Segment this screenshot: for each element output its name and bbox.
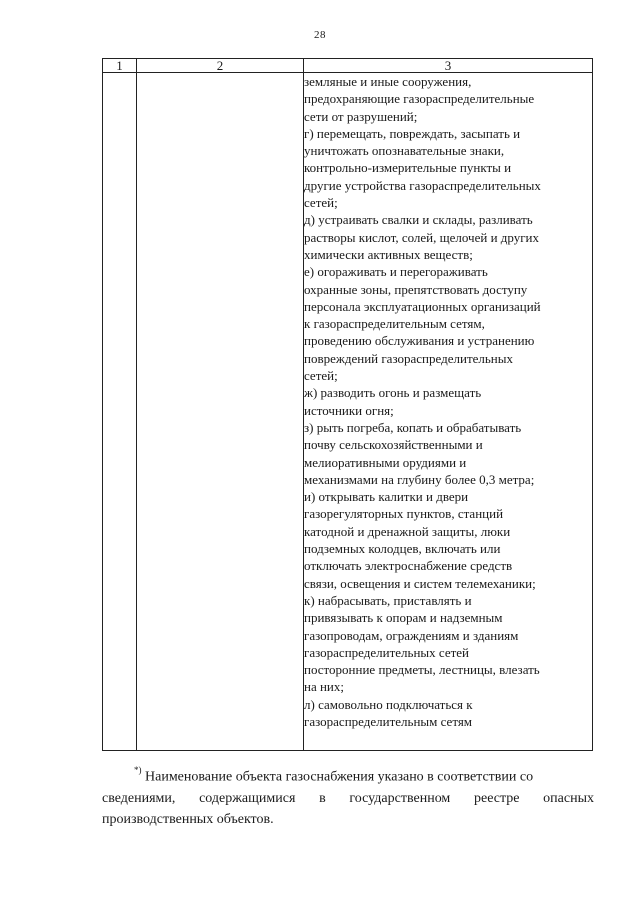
table-row [103,73,593,751]
text-line: связи, освещения и систем телемеханики; [304,575,536,591]
text-line: газораспределительных сетей [304,644,470,660]
text-line: механизмами на глубину более 0,3 метра; [304,471,535,487]
table-header-col-2: 2 [137,59,304,73]
table-header-col-1: 1 [103,59,137,73]
text-line: персонала эксплуатационных организаций [304,298,541,314]
text-line: повреждений газораспределительных [304,350,513,366]
text-line: посторонние предметы, лестницы, влезать [304,662,540,678]
text-line: е) огораживать и перегораживать [304,264,488,280]
text-line: земляные и иные сооружения, [304,74,472,89]
table-header-row [103,59,593,73]
text-line: газорегуляторных пунктов, станций [304,506,504,522]
text-line: подземных колодцев, включать или [304,541,501,557]
text-line: ж) разводить огонь и размещать [304,385,482,401]
text-line: газопроводам, ограждениям и зданиям [304,627,519,643]
text-line: г) перемещать, повреждать, засыпать и [304,125,521,141]
footnote-line-1 [102,762,594,788]
text-line: почву сельскохозяйственными и [304,437,483,453]
document-table [102,58,593,751]
table-cell-col-2 [137,73,304,751]
prohibitions-list [304,73,592,730]
page-number: 28 [314,29,326,41]
text-line: на них; [304,679,345,695]
text-line: сетей; [304,195,338,211]
text-line: предохраняющие газораспределительные [304,91,535,107]
text-line: источники огня; [304,402,394,418]
text-line: к) набрасывать, приставлять и [304,592,472,608]
text-line: охранные зоны, препятствовать доступу [304,281,528,297]
text-line: отключать электроснабжение средств [304,558,513,574]
text-line: з) рыть погреба, копать и обрабатывать [304,419,522,435]
table-cell-col-3 [304,73,593,751]
text-line: растворы кислот, солей, щелочей и других [304,229,540,245]
text-line: л) самовольно подключаться к [304,696,473,712]
text-line: газораспределительным сетям [304,713,473,729]
table-header-col-3: 3 [304,59,593,73]
text-line: д) устраивать свалки и склады, разливать [304,212,533,228]
footnote [102,762,594,830]
text-line: сетей; [304,368,338,384]
table-cell-col-1 [103,73,137,751]
text-line: уничтожать опознавательные знаки, [304,143,505,159]
text-line: проведению обслуживания и устранению [304,333,535,349]
footnote-text-1: Наименование объекта газоснабжения указано в соответствии со [145,769,534,785]
footnote-line-3: производственных объектов. [102,811,274,827]
footnote-marker: *) [134,765,142,775]
text-line: мелиоративными орудиями и [304,454,467,470]
text-line: другие устройства газораспределительных [304,177,541,193]
text-line: привязывать к опорам и надземным [304,610,503,626]
footnote-line-2: сведениями, содержащимися в государственном реестре опасных [102,790,594,806]
text-line: к газораспределительным сетям, [304,316,485,332]
text-line: и) открывать калитки и двери [304,489,469,505]
text-line: контрольно-измерительные пункты и [304,160,512,176]
text-line: сети от разрушений; [304,108,418,124]
text-line: химически активных веществ; [304,246,473,262]
text-line: катодной и дренажной защиты, люки [304,523,511,539]
